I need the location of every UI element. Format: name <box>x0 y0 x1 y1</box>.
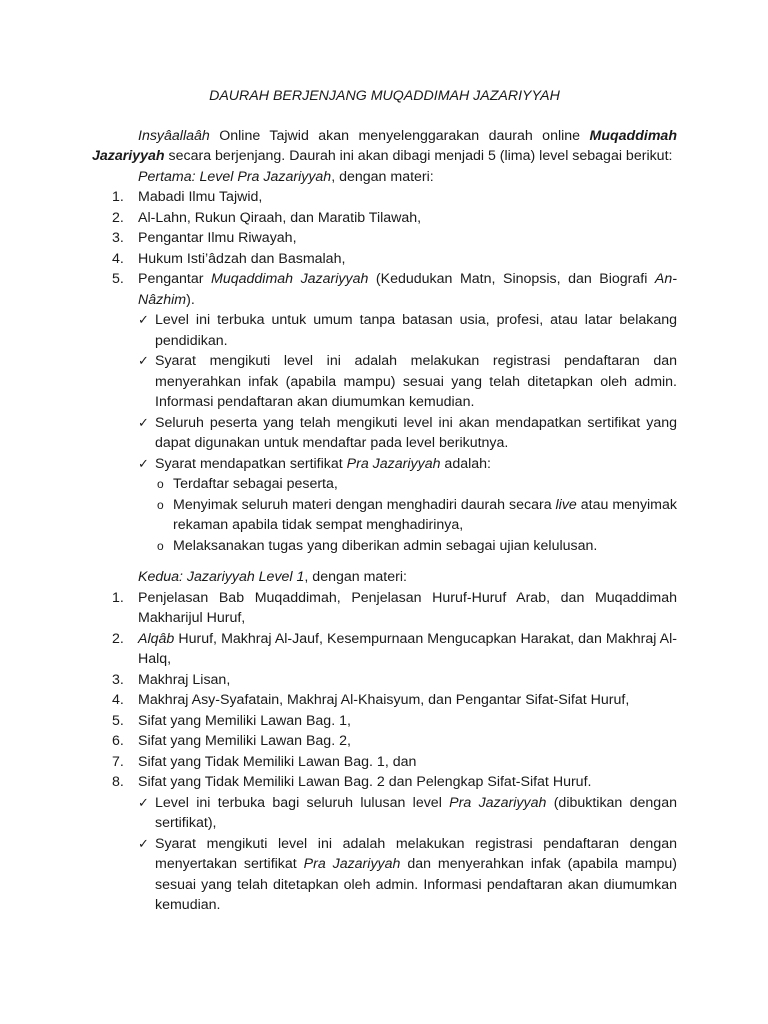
sub-item-text: Terdaftar sebagai peserta, <box>173 476 338 492</box>
list-item <box>92 269 677 310</box>
list-item-pre: Pengantar <box>138 271 212 287</box>
list-number: 4. <box>112 692 124 708</box>
check-item-post: dan menyerahkan infak (apabila mampu) sesuai yang telah ditetapkan oleh admin. Informasi pendaftaran akan diumumkan kemudian. <box>155 856 677 913</box>
circle-bullet-icon: o <box>157 497 164 512</box>
section-spacer <box>92 556 677 567</box>
check-mark-icon: ✓ <box>138 794 149 810</box>
intro-text-2: secara berjenjang. Daurah ini akan dibagi menjadi 5 (lima) level sebagai berikut: <box>164 148 673 164</box>
list-number: 5. <box>112 712 124 729</box>
check-item-italic: Pra Jazariyyah <box>303 856 401 872</box>
list-number: 1. <box>112 189 124 205</box>
check-item-pre: Syarat mengikuti level ini adalah melakukan registrasi pendaftaran dengan menyertakan sertifikat <box>155 835 677 872</box>
sub-item <box>92 474 677 495</box>
level2-heading <box>92 567 677 588</box>
check-item-pre: Level ini terbuka bagi seluruh lulusan level <box>155 794 450 811</box>
intro-opening-word: Insyâallaâh <box>138 127 210 144</box>
list-item-text: Penjelasan Bab Muqaddimah, Penjelasan Huruf-Huruf Arab, dan Muqaddimah Makharijul Huruf, <box>138 589 677 626</box>
document-body <box>92 86 677 916</box>
intro-text-1: Online Tajwid akan menyelenggarakan daurah online <box>209 127 590 144</box>
certificate-conditions-list <box>92 474 677 556</box>
check-item <box>92 834 677 916</box>
list-item <box>92 772 677 793</box>
list-item-italic: Alqâb <box>138 630 175 647</box>
list-item <box>92 249 677 270</box>
sub-item <box>92 495 677 536</box>
sub-item-post: atau menyimak rekaman apabila tidak sempat menghadirinya, <box>173 496 677 533</box>
list-item <box>92 187 677 208</box>
list-number: 8. <box>112 774 124 790</box>
check-mark-icon: ✓ <box>138 353 149 368</box>
circle-bullet-icon: o <box>157 477 164 491</box>
intro-bold-title: Muqaddimah Jazariyyah <box>92 127 677 164</box>
document-title: DAURAH BERJENJANG MUQADDIMAH JAZARIYYAH <box>209 88 560 104</box>
list-item <box>92 670 677 691</box>
check-item-pre: Syarat mendapatkan sertifikat <box>155 455 347 472</box>
list-item <box>92 208 677 229</box>
list-item <box>92 690 677 711</box>
check-item-post: adalah: <box>440 455 491 472</box>
list-number: 4. <box>112 250 124 267</box>
check-mark-icon: ✓ <box>138 414 149 430</box>
check-item <box>92 351 677 413</box>
list-number: 2. <box>112 630 124 647</box>
list-item <box>92 752 677 773</box>
check-item-post: (dibuktikan dengan sertifikat), <box>155 794 677 831</box>
level1-heading <box>92 167 677 188</box>
sub-item-text: Melaksanakan tugas yang diberikan admin sebagai ujian kelulusan. <box>173 537 598 554</box>
list-item-text: Mabadi Ilmu Tajwid, <box>138 189 263 205</box>
sub-item <box>92 536 677 557</box>
list-item-text: Sifat yang Tidak Memiliki Lawan Bag. 1, dan <box>138 753 417 770</box>
check-item <box>92 793 677 834</box>
list-item-text: Sifat yang Memiliki Lawan Bag. 1, <box>138 712 351 729</box>
circle-bullet-icon: o <box>157 538 164 553</box>
list-item-text: Sifat yang Memiliki Lawan Bag. 2, <box>138 733 351 749</box>
check-item-italic: Pra Jazariyyah <box>449 794 547 811</box>
list-item-mid: (Kedudukan Matn, Sinopsis, dan Biografi <box>368 271 655 287</box>
level1-heading-suffix: , dengan materi: <box>331 168 434 185</box>
check-mark-icon: ✓ <box>138 312 149 327</box>
sub-item-italic: live <box>555 496 577 513</box>
list-number: 6. <box>112 733 124 749</box>
sub-item-pre: Menyimak seluruh materi dengan menghadiri daurah secara <box>173 496 556 513</box>
list-item-text: Sifat yang Tidak Memiliki Lawan Bag. 2 dan Pelengkap Sifat-Sifat Huruf. <box>138 774 592 790</box>
list-item-text: Makhraj Asy-Syafatain, Makhraj Al-Khaisyum, dan Pengantar Sifat-Sifat Huruf, <box>138 692 630 708</box>
check-item-italic: Pra Jazariyyah <box>346 455 441 472</box>
list-number: 5. <box>112 271 124 287</box>
list-item <box>92 731 677 752</box>
list-number: 3. <box>112 230 124 246</box>
level2-materials-list <box>92 588 677 793</box>
list-item-text: Al-Lahn, Rukun Qiraah, dan Maratib Tilawah, <box>138 209 422 226</box>
check-mark-icon: ✓ <box>138 835 149 851</box>
list-item-post: ). <box>186 291 195 308</box>
level1-requirements-list <box>92 310 677 474</box>
intro-paragraph <box>92 126 677 167</box>
list-item-text: Pengantar Ilmu Riwayah, <box>138 230 297 246</box>
list-item <box>92 711 677 732</box>
list-number: 1. <box>112 589 124 606</box>
list-number: 2. <box>112 209 124 226</box>
list-number: 7. <box>112 753 124 770</box>
level2-heading-title: Kedua: Jazariyyah Level 1 <box>138 569 305 585</box>
list-item-text: Makhraj Lisan, <box>138 671 231 688</box>
check-item-text: Level ini terbuka untuk umum tanpa batasan usia, profesi, atau latar belakang pendidikan. <box>155 312 677 349</box>
list-item-text: Hukum Isti’âdzah dan Basmalah, <box>138 250 346 267</box>
check-item-text: Syarat mengikuti level ini adalah melakukan registrasi pendaftaran dan menyerahkan infak (apabila mampu) sesuai yang telah ditetapkan oleh admin. Informasi pendaftaran akan diumumkan kemudian. <box>155 353 677 410</box>
list-item-post: Huruf, Makhraj Al-Jauf, Kesempurnaan Mengucapkan Harakat, dan Makhraj Al-Halq, <box>138 630 677 667</box>
list-number: 3. <box>112 671 124 688</box>
check-mark-icon: ✓ <box>138 455 149 471</box>
list-item <box>92 228 677 249</box>
list-item <box>92 588 677 629</box>
list-item-italic-2: An-Nâzhim <box>138 271 677 308</box>
list-item <box>92 629 677 670</box>
level1-materials-list <box>92 187 677 310</box>
check-item <box>92 310 677 351</box>
level1-heading-title: Pertama: Level Pra Jazariyyah <box>138 168 332 185</box>
check-item <box>92 454 677 475</box>
level2-requirements-list <box>92 793 677 916</box>
check-item-text: Seluruh peserta yang telah mengikuti level ini akan mendapatkan sertifikat yang dapat digunakan untuk mendaftar pada level berikutnya. <box>155 414 677 451</box>
level2-heading-suffix: , dengan materi: <box>304 569 407 585</box>
check-item <box>92 413 677 454</box>
list-item-italic: Muqaddimah Jazariyyah <box>211 271 369 287</box>
